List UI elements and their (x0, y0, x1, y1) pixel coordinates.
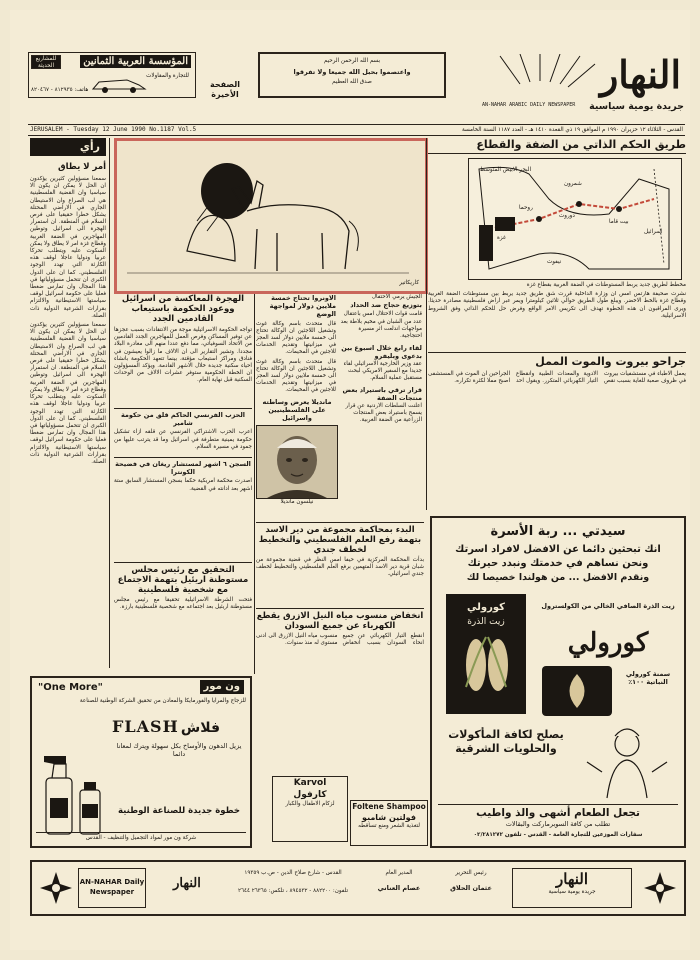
newspaper-page (10, 10, 690, 950)
footer-tagline-ar: جريدة يومية سياسية (548, 889, 596, 895)
ad-flash-ar: فلاش (180, 720, 220, 736)
masthead-tagline: جريدة يومية سياسية (589, 101, 684, 112)
column-rule-2 (254, 294, 255, 674)
ad-onemore-body: يزيل الدهون والأوساخ بكل سهولة ويترك لمعانا دائما (116, 742, 242, 759)
ad-onemore-brand-en: "One More" (38, 682, 103, 693)
ariel-story (114, 562, 252, 674)
ad-foltene-body: لتغذية الشعر ومنع تساقطه (358, 823, 420, 829)
unrwa-body-continued: قال متحدث باسم وكالة غوث وتشغيل اللاجئين ان الوكالة تحتاج الى خمسة ملايين دولار لسد العجز في ميزانيتها وتقديم الخدمات للاجئين في المخيمات. (256, 358, 336, 394)
unrwa-body: قال متحدث باسم وكالة غوث وتشغيل اللاجئين ان الوكالة تحتاج الى خمسة ملايين دولار لسد العجز في ميزانيتها وتقديم الخدمات للاجئين في المخيمات. (256, 320, 336, 356)
ad-onemore (30, 676, 252, 848)
ad-korali-slogan: تجعل الطعام أشهى والذ واطيب (438, 804, 678, 820)
ad-korali-oil-bottle (446, 594, 526, 714)
footer-phones: تلفون: ٨٨٢٢٠٠ - ٨٩٤٥٣٢ ، تلكس: ٢٦٣٦٥ ٢٦٤٤ (237, 888, 349, 894)
cartoon-caption: كاريكاتير (399, 279, 419, 286)
beirut-story (428, 352, 686, 502)
ad-onemore-footer: خطوة جديدة للصناعة الوطنية (118, 806, 240, 816)
masthead-logo (460, 54, 685, 104)
center-top-kicker: الجيش يرمي الاحتفال (371, 294, 422, 300)
center-top-sub2-body: اعلنت السلطات الاردنية عن قرار يسمح باستيراد بعض المنتجات الزراعية من الضفة الغربية. (345, 402, 422, 424)
leaf-icon (542, 666, 612, 716)
sponsor-name: المؤسسة العربية الثمانين (80, 55, 191, 68)
quran-line-1: بسم الله الرحمن الرحيم (323, 58, 381, 64)
map-graphic (469, 159, 681, 279)
french-party-headline: الحزب الفرنسي الحاكم قلق من حكومة شامير (114, 408, 252, 427)
portrait-photo (257, 426, 337, 498)
opinion-column (30, 138, 106, 668)
opinion-section-title: رأي (30, 138, 106, 156)
ad-korali-subline-3: ونقدم الافضل ... من هولندا خصيصا لك (466, 572, 650, 583)
french-party-story (114, 408, 252, 558)
photo-story-headline: مانديلا يعرض وساطته على الفلسطينيين واسرائيل (262, 398, 332, 423)
ad-korali-brand-on-bottle: كورولي (467, 602, 505, 613)
opinion-body-continued: سمعنا مسؤولين كثيرين يؤكدون ان الحل لا يمكن ان يكون الا سياسيا وان القضية الفلسطينية هي لب الصراع وان الاستيطان الجاري في الاراضي المحتلة يشكل خطرا حقيقيا على فرص السلام في المنطقة. ان استمرار الهجرة الى اسرائيل وتوطين المهاجرين في الضفة الغربية وقطاع غزة امر لا يطاق ولا يمكن السكوت عليه ويتطلب تحركا عربيا ودوليا عاجلا لوقف هذه الكارثة التي تهدد الوجود الفلسطيني. كما ان على الدول الكبرى ان تتحمل مسؤولياتها في هذا المجال وان تمارس ضغطا فعليا على حكومة اسرائيل لوقف سياستها الاستيطانية والالتزام بقرارات الشرعية الدولية ذات الصلة. (30, 322, 106, 465)
map-label-1: دوروت (559, 213, 575, 219)
ornament-star-icon-right (642, 870, 678, 906)
ad-korali (430, 516, 686, 848)
column-rule-3 (426, 138, 427, 510)
map-box (468, 158, 682, 280)
map-label-0: شمرون (564, 181, 582, 187)
cartoon-frame (114, 138, 428, 294)
masthead (10, 10, 690, 112)
chef-icon (582, 722, 672, 802)
ad-karvol-brand-en: Karvol (293, 778, 327, 788)
dateline-rule-top (28, 124, 685, 125)
nile-story (256, 608, 424, 798)
trial-headline: البدء بمحاكمة مجموعة من دير الاسد بتهمة رفع العلم الفلسطيني والتخطيط لخطف جندي (256, 522, 424, 555)
sponsor-box (28, 52, 196, 98)
quran-line-2: واعتصموا بحبل الله جميعا ولا تفرقوا (293, 68, 411, 77)
nile-headline: انخفاض منسوب مياه النيل الازرق يقطع الكهرباء عن جميع السودان (256, 608, 424, 631)
nile-body: انقطع التيار الكهربائي عن جميع انحاء السودان بسبب انخفاض منسوب مياه النيل الازرق الى ادنى مستوى له منذ سنوات. (256, 633, 424, 647)
sponsor-badge: للمشاريع الحديثة (31, 55, 61, 69)
ad-korali-subline-1: انك تبحثين دائما عن الافضل لافراد اسرتك (455, 544, 661, 555)
opinion-body: سمعنا مسؤولين كثيرين يؤكدون ان الحل لا يمكن ان يكون الا سياسيا وان القضية الفلسطينية هي لب الصراع وان الاستيطان الجاري في الاراضي المحتلة يشكل خطرا حقيقيا على فرص السلام في المنطقة. ان استمرار الهجرة الى اسرائيل وتوطين المهاجرين في الضفة الغربية وقطاع غزة امر لا يطاق ولا يمكن السكوت عليه ويتطلب تحركا عربيا ودوليا عاجلا لوقف هذه الكارثة التي تهدد الوجود الفلسطيني. كما ان على الدول الكبرى ان تتحمل مسؤولياتها في هذا المجال وان تمارس ضغطا فعليا على حكومة اسرائيل لوقف سياستها الاستيطانية والالتزام بقرارات الشرعية الدولية ذات الصلة. (30, 176, 106, 319)
ad-korali-brand: كورولي (567, 628, 649, 658)
photo-story (256, 398, 338, 518)
footer-name-ar: النهار (173, 876, 201, 891)
main-story (114, 294, 252, 404)
ad-foltene-brand-ar: فولتين شامبو (362, 813, 416, 822)
map-story-body: نشرت صحيفة هآرتس امس ان وزارة الداخلية قررت شق طريق جديد يربط بين مستوطنات الضفة الغربية وقطاع غزة بالخط الاخضر. ويبلغ طول الطريق حوالي ثلاثين كيلومترا ويمر عبر اراض فلسطينية مصادرة حديثا. ويرى المراقبون ان هذه الخطوة تهدف الى تكريس الامر الواقع وفرض حل للحكم الذاتي وفق الشروط الاسرائيلية. (428, 291, 686, 319)
map-label-3: بيت قاما (609, 219, 629, 225)
ad-karvol-brand-ar: كارفول (293, 790, 327, 800)
beirut-headline: جراحو بيروت والموت الممل (428, 352, 686, 368)
map-label-5: غزة (497, 235, 506, 241)
ornament-star-icon (38, 870, 74, 906)
ad-korali-ghee-tin (542, 666, 612, 716)
center-top-headline: بتوزيع حجاج ضد الحداد (350, 301, 422, 310)
ad-korali-oil-note: زيت الذرة الصافي الخالي من الكولسترول (541, 602, 675, 610)
ariel-body: فتحت الشرطة الاسرائيلية تحقيقا مع رئيس مجلس مستوطنة اريئيل بعد اجتماعه مع شخصية فلسطينية بارزة. (114, 597, 252, 611)
ad-korali-oil-label: زيت الذرة (467, 617, 505, 627)
ad-flash-en: FLASH (112, 717, 179, 736)
beirut-body: يعمل الاطباء في مستشفيات بيروت في ظروف صعبة للغاية بسبب نقص الادوية والمعدات الطبية وانقطاع التيار الكهربائي المتكرر. ويقول احد الجراحين ان الموت في المستشفى اصبح مملا لكثرة تكراره. (428, 371, 686, 385)
map-label-6: البحر الابيض المتوسط (479, 167, 531, 173)
dateline-en: JERUSALEM - Tuesday 12 June 1990 No.1187 Vol.5 (30, 126, 197, 133)
ad-korali-contact: سفارات الموزعين للتجارة العامة - القدس - تلفون ٠٢/٢٨١٢٧٢ (473, 832, 643, 838)
footer-logo-ar: النهار (556, 870, 588, 888)
cartoon-drawing (117, 141, 419, 285)
dateline-ar: القدس - الثلاثاء ١٢ حزيران ١٩٩٠ م الموافق ١٩ ذي القعدة ١٤١٠ هـ - العدد ١١٨٧ السنة الخامسة (461, 127, 683, 133)
center-top-column (340, 294, 422, 464)
ad-karvol-body: لزكام الاطفال والكبار (285, 801, 335, 807)
ad-foltene (350, 800, 428, 846)
map-label-7: اسرائيل (644, 229, 663, 235)
sponsor-phones: هاتف: ٨١٢٩٣٥ - ٨٢٠٤٦٧ (31, 87, 89, 93)
spray-bottle-icon (36, 738, 106, 838)
center-top-sub-body: عقد وزير الخارجية الاسرائيلي لقاء جديدا مع السفير الامريكي لبحث مستقبل عملية السلام. (343, 360, 422, 382)
ad-foltene-brand-en: Foltene Shampoo (352, 802, 426, 811)
ad-korali-headline: سيدتي ... ربة الأسرة (490, 524, 626, 539)
contra-headline: السجن ٦ اشهر لمستشار ريغان في فضيحة الكونترا (114, 457, 252, 476)
ad-korali-subline-2: ونحن نساهم في خدمتك ونبدد حيرتك (467, 558, 649, 569)
ad-karvol (272, 776, 348, 842)
center-top-sub-headline: لقاء رابع خلال اسبوع بين بدعوى وبليفرو (341, 344, 422, 361)
footer-name-en: AN-NAHAR Daily Newspaper (78, 868, 146, 908)
photo-caption: نيلسون مانديلا (280, 498, 314, 505)
trial-story-block (256, 522, 424, 602)
sponsor-note: للتجارة والمقاولات (146, 73, 189, 79)
ad-onemore-distributor: شركة ون مور لمواد التجميل والتنظيف - القدس (36, 832, 246, 842)
car-icon (89, 75, 149, 95)
trial-body: بدأت المحكمة المركزية في حيفا امس النظر في قضية مجموعة من شبان قرية دير الاسد المتهمين برفع العلم الفلسطيني والتخطيط لخطف جندي اسرائيلي. (256, 557, 424, 578)
ad-korali-use-label: يصلح لكافة المأكولات والحلويات الشرقية (448, 728, 564, 755)
masthead-logo-text: النهار (599, 52, 681, 97)
ariel-headline: التحقيق مع رئيس مجلس مستوطنة اريئيل بتهمة الاجتماع مع شخصية فلسطينية (114, 562, 252, 595)
french-party-body: اعرب الحزب الاشتراكي الفرنسي عن قلقه ازاء تشكيل حكومة يمينية متطرفة في اسرائيل وما قد يترتب عليها من جمود في مسيرة السلام. (114, 429, 252, 450)
ad-onemore-tagline: للزجاج والمرايا والفورمايكا والمعادن من تحقيق الشركة الوطنية للصناعة (79, 698, 246, 704)
ad-onemore-brand-ar: ون مور (200, 680, 244, 694)
quran-box (258, 52, 446, 98)
center-top-sub2-headline: قرار ترقي باستيراد بعض منتجات الضفة (342, 386, 422, 403)
main-story-body: تواجه الحكومة الاسرائيلية موجة من الانتقادات بسبب عجزها عن توفير المساكن وفرص العمل للمهاجرين الجدد القادمين من الاتحاد السوفياتي، مما دفع عددا منهم الى مغادرة البلاد مجددا. وتشير التقارير الى ان الالاف ما زالوا يعيشون في فنادق ومراكز استيعاب مؤقتة، بينما تتعهد الحكومة بانشاء احياء سكنية جديدة خلال الاشهر القادمة. ويؤكد المسؤولون ان الخطة الحكومية ستوفر عشرات الالاف من الوحدات السكنية قبل نهاية العام. (114, 327, 252, 384)
column-rule-1 (109, 138, 110, 668)
masthead-logo-en: AN-NAHAR ARABIC DAILY NEWSPAPER (482, 102, 576, 108)
footer-editor-name: عثمان الحلاق (450, 884, 492, 892)
center-top-body: قامت قوات الاحتلال امس باعتقال عدد من الشبان في مخيم بلاطة بعد مواجهات اندلعت اثر مسيرة احتجاجية. (340, 311, 422, 340)
map-caption: مخطط لطريق جديد يربط المستوطنات في الضفة الغربية بقطاع غزة (526, 282, 686, 288)
photo-frame (256, 425, 338, 499)
ad-korali-ghee-label: سمنة كورولي النباتية ١٠٠٪ (625, 670, 671, 687)
footer-logo-box (512, 868, 632, 908)
opinion-headline: أمر لا يطاق (58, 162, 106, 172)
footer-address: القدس - شارع صلاح الدين - ص.ب ١٩٣٥٩ (244, 870, 342, 876)
main-story-headline: الهجرة المعاكسة من اسرائيل ووعود الحكومة باستيعاب القادمين الجدد (121, 294, 245, 324)
footer-editor-label: رئيس التحرير (455, 870, 487, 876)
contra-body: اصدرت محكمة امريكية حكما بسجن المستشار السابق ستة اشهر بعد ادانته في القضية. (114, 478, 252, 492)
last-page-label: الصفحة الأخيرة (209, 80, 240, 99)
cartoon-figure-icon (187, 163, 253, 261)
footer-gm-label: المدير العام (385, 870, 413, 876)
ad-korali-availability: تطلب من كافة السوبرماركت والبقالات (505, 820, 611, 828)
unrwa-headline: الاونروا تحتاج خمسة ملايين دولار لمواجهة الوضع (269, 294, 336, 319)
map-story-headline: طريق الحكم الذاتي من الضفة والقطاع (428, 138, 686, 154)
dateline-rule-bottom (28, 135, 685, 136)
map-label-4: نيفوت (547, 259, 562, 265)
footer-bar (30, 860, 686, 916)
footer-gm-name: عصام العناني (377, 884, 421, 892)
map-story (428, 138, 686, 348)
map-label-2: روحما (519, 205, 533, 211)
corn-icon (446, 627, 526, 697)
quran-line-3: صدق الله العظيم (332, 79, 372, 86)
